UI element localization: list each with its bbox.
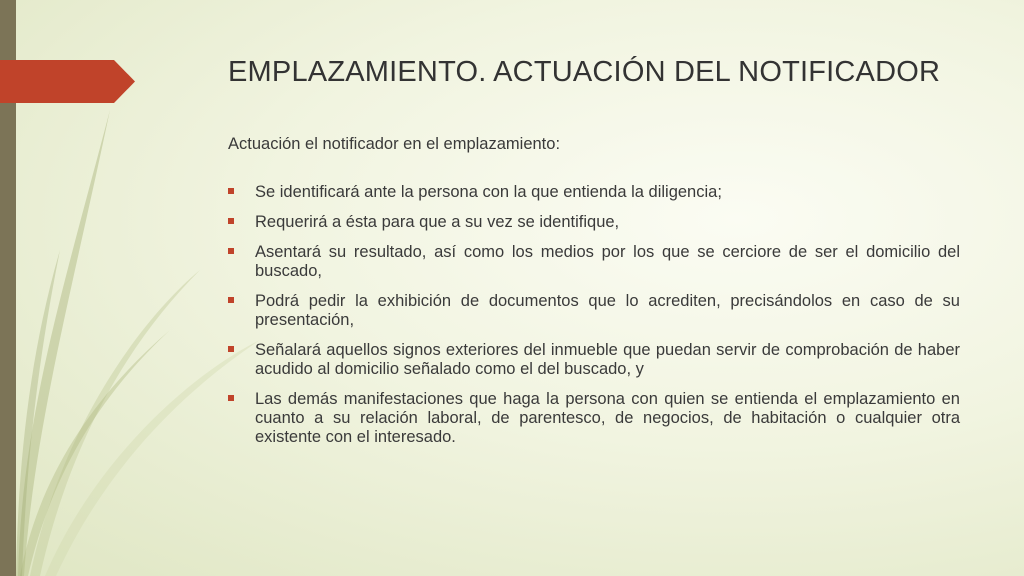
slide-content bbox=[228, 135, 960, 458]
list-item bbox=[228, 183, 960, 202]
list-item-text: Asentará su resultado, así como los medios por los que se cerciore de ser el domicilio del buscado, bbox=[255, 243, 960, 280]
square-bullet-icon bbox=[228, 297, 234, 303]
list-item-text: Podrá pedir la exhibición de documentos que lo acrediten, precisándolos en caso de su presentación, bbox=[255, 292, 960, 329]
square-bullet-icon bbox=[228, 218, 234, 224]
list-item-text: Las demás manifestaciones que haga la persona con quien se entienda el emplazamiento en cuanto a su relación laboral, de parentesco, de negocios, de habitación o cualquier otra existente con el interesado. bbox=[255, 390, 960, 446]
square-bullet-icon bbox=[228, 395, 234, 401]
square-bullet-icon bbox=[228, 346, 234, 352]
list-item-text: Se identificará ante la persona con la que entienda la diligencia; bbox=[255, 183, 722, 201]
title-arrow-icon bbox=[0, 60, 135, 103]
list-item bbox=[228, 390, 960, 447]
square-bullet-icon bbox=[228, 188, 234, 194]
list-item-text: Requerirá a ésta para que a su vez se identifique, bbox=[255, 213, 620, 231]
intro-text: Actuación el notificador en el emplazamiento: bbox=[228, 135, 561, 153]
slide-title: EMPLAZAMIENTO. ACTUACIÓN DEL NOTIFICADOR bbox=[228, 56, 941, 88]
list-item-text: Señalará aquellos signos exteriores del inmueble que puedan servir de comprobación de haber acudido al domicilio señalado como el del buscado, y bbox=[255, 341, 960, 378]
list-item bbox=[228, 213, 960, 232]
list-item bbox=[228, 243, 960, 281]
list-item bbox=[228, 292, 960, 330]
bullet-list bbox=[228, 183, 960, 447]
square-bullet-icon bbox=[228, 248, 234, 254]
list-item bbox=[228, 341, 960, 379]
